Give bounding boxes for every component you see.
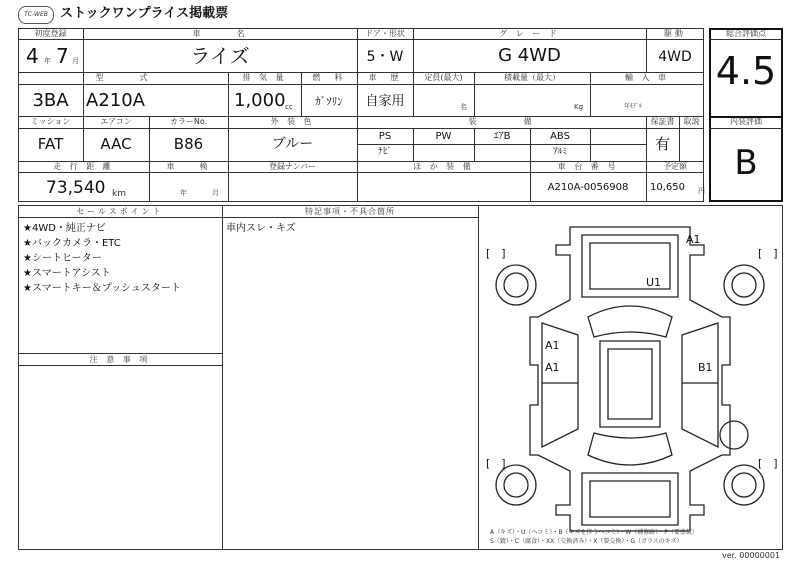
price: 10,650 — [650, 182, 685, 193]
sales-point: ★4WD・純正ナビ — [23, 223, 106, 234]
bracket-left-top: [ ] — [486, 247, 506, 260]
label-fuel: 燃 料 — [312, 73, 346, 82]
inspect-month-unit: 月 — [212, 189, 219, 197]
page-title: ストックワンプライス掲載票 — [60, 6, 229, 21]
equip-airbag: ｴｱB — [493, 131, 511, 142]
label-car-type: 車 歴 — [368, 73, 402, 82]
notes-text: 車内スレ・キズ — [226, 223, 296, 234]
legend-line-1: A（キズ）・U（ヘコミ）・B（キズを伴うヘコミ）・W（補修跡）・P（要塗装） — [490, 529, 698, 536]
bracket-left-bottom: [ ] — [486, 457, 506, 470]
label-door: ドア・形状 — [365, 29, 405, 38]
label-mileage: 走 行 距 離 — [53, 162, 114, 171]
interior-score: B — [734, 143, 758, 183]
label-load: 積載量（最大） — [504, 73, 560, 82]
equip-alumi: ｱﾙﾐ — [553, 147, 567, 157]
mark-a1-mid1: A1 — [545, 339, 560, 352]
mileage: 73,540 — [46, 178, 106, 198]
label-capacity: 定員(最大) — [424, 73, 463, 82]
label-import: 輸 入 車 — [624, 73, 670, 82]
chassis-number: A210A-0056908 — [547, 182, 629, 193]
sales-point: ★スマートキー＆プッシュスタート — [23, 283, 181, 294]
bracket-right-top: [ ] — [758, 247, 778, 260]
car-damage-diagram — [478, 205, 783, 550]
label-overall: 総合評価点 — [726, 29, 766, 38]
grade: G 4WD — [498, 45, 561, 66]
label-sales-points: セールスポイント — [76, 207, 164, 216]
price-unit: 円 — [698, 187, 705, 195]
mark-a1-top: A1 — [686, 233, 701, 246]
overall-score: 4.5 — [715, 49, 777, 93]
door-type: 5・W — [366, 49, 404, 65]
label-reg-number: 登録ナンバー — [268, 162, 317, 171]
displacement-unit: cc — [285, 103, 293, 111]
label-inspection: 車 検 — [166, 162, 211, 171]
load-unit: Kg — [574, 103, 584, 111]
displacement: 1,000 — [234, 90, 286, 111]
inspect-year-unit: 年 — [180, 189, 187, 197]
version: ver. 00000001 — [722, 551, 781, 560]
label-drive: 駆動 — [664, 29, 686, 38]
equip-pw: PW — [435, 131, 452, 142]
mark-a1-mid2: A1 — [545, 361, 560, 374]
model-prefix: 3BA — [32, 90, 69, 111]
label-exterior: 外 装 色 — [270, 117, 315, 126]
first-reg-month: 7 — [56, 44, 69, 68]
mileage-unit: km — [112, 189, 126, 199]
car-type: 自家用 — [365, 94, 405, 109]
label-color-no: カラーNo. — [169, 117, 208, 126]
tc-web-logo: TC-WEB — [18, 6, 54, 24]
label-grade: グ レ ー ド — [499, 29, 560, 38]
label-price: 予定額 — [663, 162, 687, 171]
drive: 4WD — [658, 49, 692, 65]
import-unit: 年ﾓﾃﾞﾙ — [624, 103, 643, 110]
capacity-unit: 名 — [460, 103, 467, 111]
year-unit: 年 — [44, 57, 51, 65]
car-name: ライズ — [190, 44, 250, 68]
month-unit: 月 — [72, 57, 79, 65]
sales-points-list — [23, 221, 181, 296]
equip-ps: PS — [378, 131, 392, 142]
sales-point: ★シートヒーター — [23, 253, 102, 264]
label-chassis: 車 台 番 号 — [557, 162, 619, 171]
warranty: 有 — [654, 135, 670, 153]
label-first-reg: 初度登録 — [34, 29, 67, 38]
bracket-right-bottom: [ ] — [758, 457, 778, 470]
label-other-equip: ほ か 装 備 — [413, 162, 474, 171]
label-warranty: 保証書 — [650, 117, 675, 126]
mission: FAT — [37, 135, 64, 153]
label-manual: 取説 — [683, 117, 700, 126]
color-no: B86 — [173, 135, 204, 153]
label-car-name: 車 名 — [192, 29, 248, 38]
label-aircon: エアコン — [100, 117, 132, 126]
legend-line-2: S（錆）・C（腐食）・XX（交換済み）・X（要交換）・G（ガラスのキズ） — [490, 538, 683, 545]
label-interior: 内装評価 — [730, 117, 762, 126]
label-caution: 注 意 事 項 — [89, 355, 151, 364]
model: A210A — [86, 90, 145, 111]
aircon: AAC — [100, 135, 132, 153]
label-equipment: 装 備 — [468, 117, 535, 126]
first-reg-year: 4 — [26, 44, 39, 68]
exterior-color: ブルー — [271, 136, 314, 152]
sales-point: ★バックカメラ・ETC — [23, 238, 121, 249]
label-displacement: 排 気 量 — [242, 73, 287, 82]
label-notes: 特記事項・不具合箇所 — [305, 207, 395, 216]
label-model: 型 式 — [95, 73, 151, 82]
sales-point: ★スマートアシスト — [23, 268, 111, 279]
fuel: ｶﾞｿﾘﾝ — [315, 95, 343, 108]
equip-navi: ﾅﾋﾞ — [378, 147, 392, 157]
label-mission: ミッション — [30, 117, 71, 126]
mark-u1: U1 — [646, 276, 662, 289]
equip-abs: ABS — [550, 131, 570, 142]
mark-b1: B1 — [698, 361, 713, 374]
